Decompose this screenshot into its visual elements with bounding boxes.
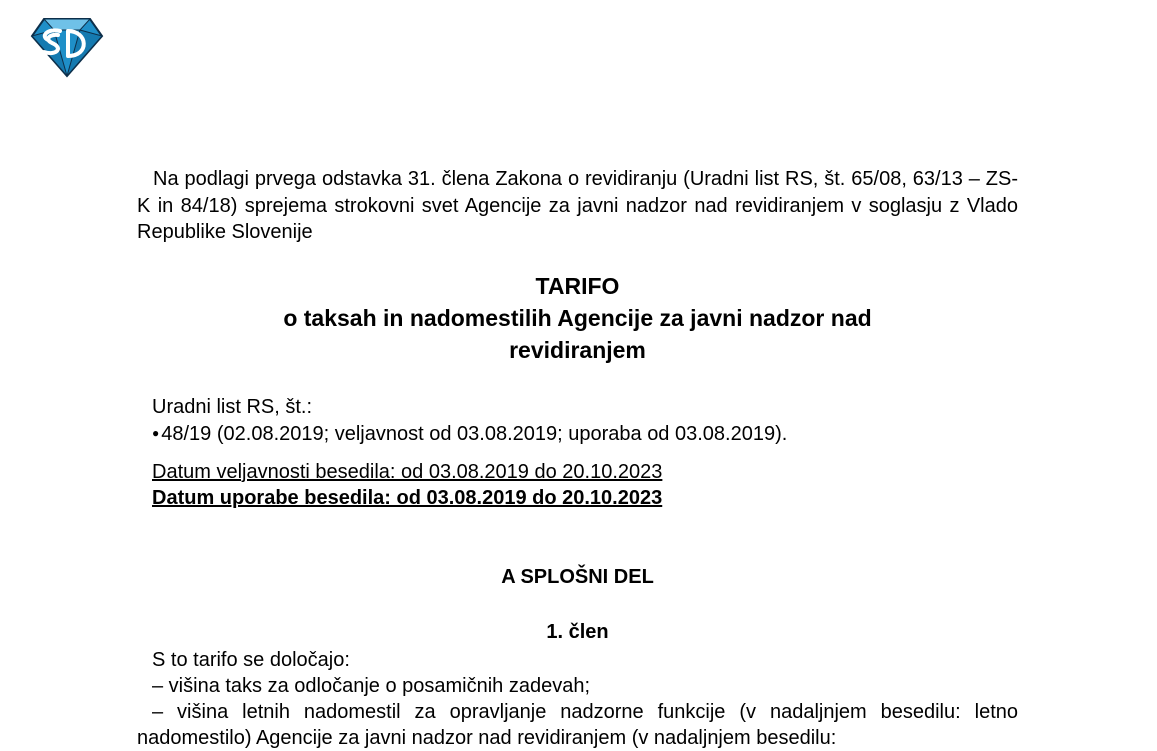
title-line-3: revidiranjem xyxy=(509,337,646,363)
article-list-item: – višina taks za odločanje o posamičnih zadevah; xyxy=(152,675,591,697)
article-intro: S to tarifo se določajo: xyxy=(152,649,350,671)
article-list-item: – višina letnih nadomestil za opravljanje nadzorne funkcije (v nadaljnjem besedilu: letno nadomestilo) Agencije za javni nadzor nad revidiranjem (v nadaljnjem besedilu: xyxy=(137,701,1018,749)
sd-diamond-logo-icon xyxy=(30,16,104,78)
document-title xyxy=(137,270,1018,366)
article-heading: 1. člen xyxy=(546,621,609,643)
gazette-label: Uradni list RS, št.: xyxy=(152,396,313,418)
usage-date: Datum uporabe besedila: od 03.08.2019 do 20.10.2023 xyxy=(152,487,663,509)
intro-paragraph: Na podlagi prvega odstavka 31. člena Zakona o revidiranju (Uradni list RS, št. 65/08, 63/13 – ZS-K in 84/18) sprejema strokovni svet Agencije za javni nadzor nad revidiranjem v soglasju z Vlado Republike Slovenije xyxy=(137,168,1018,243)
title-line-1: TARIFO xyxy=(535,273,620,299)
title-line-2: o taksah in nadomestilih Agencije za javni nadzor nad xyxy=(283,305,872,331)
validity-date: Datum veljavnosti besedila: od 03.08.2019 do 20.10.2023 xyxy=(152,461,663,483)
gazette-list-item xyxy=(152,420,787,447)
bullet-icon: ● xyxy=(152,426,160,440)
section-heading: A SPLOŠNI DEL xyxy=(501,566,654,588)
gazette-item-text: 48/19 (02.08.2019; veljavnost od 03.08.2019; uporaba od 03.08.2019). xyxy=(161,423,788,445)
